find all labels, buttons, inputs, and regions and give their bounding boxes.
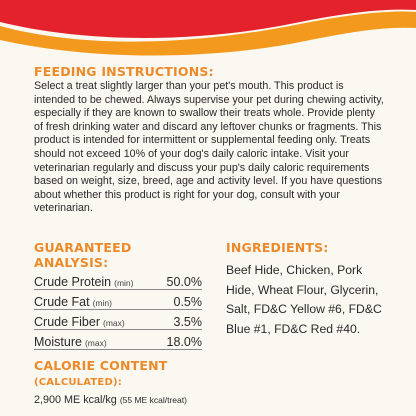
calorie-heading-suffix: (CALCULATED):: [34, 377, 122, 388]
analysis-value: 50.0%: [166, 275, 202, 289]
ingredients-section: [226, 240, 386, 339]
analysis-name: Crude Fat: [34, 295, 90, 309]
feeding-heading: FEEDING INSTRUCTIONS:: [34, 64, 214, 79]
analysis-row: [34, 270, 202, 290]
analysis-qualifier: (min): [114, 278, 134, 288]
analysis-qualifier: (min): [92, 298, 112, 308]
calorie-value: [34, 394, 202, 406]
calorie-sub: (55 ME kcal/treat): [119, 395, 187, 405]
calorie-heading-main: CALORIE CONTENT: [34, 358, 168, 373]
feeding-text: Select a treat slightly larger than your pet's mouth. This product is intended to be chewed. Always supervise your pet during chewing activity, especially if they are known to swallow their treats whole. Provide plenty of fresh drinking water and discard any leftover chunks or fragments. This product is intended for intermittent or supplemental feeding only. Treats should not exceed 10% of your dog's daily caloric intake. Visit your veterinarian regularly and discuss your pup's daily caloric requirements based on weight, size, breed, age and activity level. If you have questions about whether this product is right for your dog, consult with your veterinarian.: [34, 80, 384, 215]
decorative-wave-banner: [0, 0, 416, 60]
analysis-row: [34, 290, 202, 310]
analysis-row: [34, 330, 202, 350]
analysis-value: 0.5%: [173, 295, 202, 309]
feeding-section: [34, 64, 386, 216]
analysis-section: [34, 240, 202, 406]
analysis-name: Crude Protein: [34, 275, 112, 289]
analysis-name: Moisture: [34, 335, 82, 349]
analysis-value: 18.0%: [166, 335, 202, 349]
ingredients-heading: INGREDIENTS:: [226, 240, 329, 255]
analysis-qualifier: (max): [103, 318, 125, 328]
analysis-qualifier: (max): [84, 338, 107, 348]
analysis-value: 3.5%: [173, 315, 202, 329]
analysis-name: Crude Fiber: [34, 315, 100, 329]
analysis-row: [34, 310, 202, 330]
analysis-heading: GUARANTEED ANALYSIS:: [34, 240, 132, 270]
ingredients-text: Beef Hide, Chicken, Pork Hide, Wheat Flour, Glycerin, Salt, FD&C Yellow #6, FD&C Blue #1, FD&C Red #40.: [226, 263, 382, 336]
calorie-heading: [34, 358, 202, 388]
calorie-main: 2,900 ME kcal/kg: [34, 394, 117, 406]
